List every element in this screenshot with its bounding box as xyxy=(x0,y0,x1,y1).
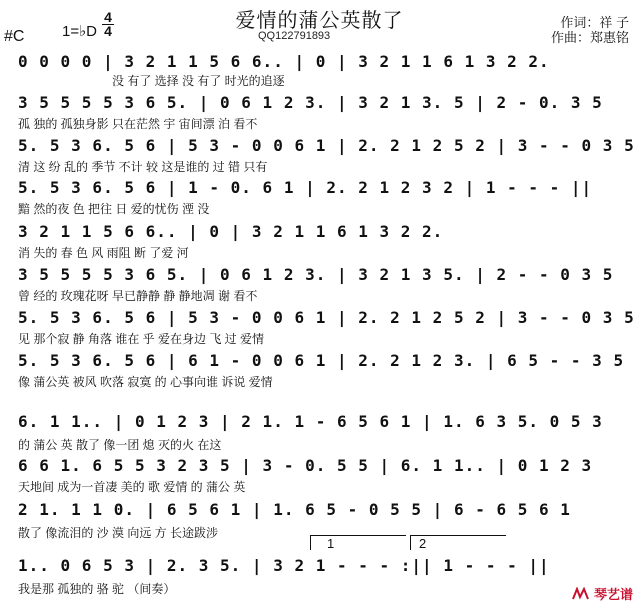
lyrics-line: 的 蒲公 英 散了 像一团 熄 灭的火 在这 xyxy=(18,438,222,452)
notation-line: 5. 5 3 6. 5 6 | 6 1 - 0 0 6 1 | 2. 2 1 2 3. | 6 5 - - 3 5 xyxy=(18,351,625,370)
time-signature xyxy=(102,9,114,39)
notation-line: 6 6 1. 6 5 5 3 2 3 5 | 3 - 0. 5 5 | 6. 1 1.. | 0 1 2 3 xyxy=(18,456,593,475)
brand-logo xyxy=(572,584,633,603)
time-sig-top: 4 xyxy=(104,9,112,25)
lyrics-line: 黯 然的夜 色 把往 日 爱的忧伤 湮 没 xyxy=(18,202,210,216)
time-sig-bottom: 4 xyxy=(104,23,112,39)
lyrics-line: 没 有了 选择 没 有了 时光的追逐 xyxy=(112,74,285,88)
key-signature: 1=♭D xyxy=(62,23,98,40)
volta-first-bracket xyxy=(310,535,406,550)
notation-line: 5. 5 3 6. 5 6 | 5 3 - 0 0 6 1 | 2. 2 1 2 5 2 | 3 - - 0 3 5 xyxy=(18,136,635,155)
notation-line: 6. 1 1.. | 0 1 2 3 | 2 1. 1 - 6 5 6 1 | 1. 6 3 5. 0 5 3 xyxy=(18,412,603,431)
notation-line: 0 0 0 0 | 3 2 1 1 5 6 6.. | 0 | 3 2 1 1 6 1 3 2 2. xyxy=(18,52,550,71)
notation-line: 5. 5 3 6. 5 6 | 1 - 0. 6 1 | 2. 2 1 2 3 2 | 1 - - - || xyxy=(18,178,593,197)
composer-credit: 作曲：郑惠铭 xyxy=(550,30,629,45)
notation-line: 2 1. 1 1 0. | 6 5 6 1 | 1. 6 5 - 0 5 5 | 6 - 6 5 6 1 xyxy=(18,500,571,519)
lyricist-credit: 作词：祥 子 xyxy=(560,15,629,30)
lyrics-line: 清 这 纷 乱的 季节 不计 较 这是谁的 过 错 只有 xyxy=(18,160,268,174)
brand-logo-icon xyxy=(572,587,590,601)
volta-second-bracket xyxy=(410,535,506,550)
notation-line: 5. 5 3 6. 5 6 | 5 3 - 0 0 6 1 | 2. 2 1 2 5 2 | 3 - - 0 3 5 xyxy=(18,308,635,327)
qq-watermark: QQ122791893 xyxy=(258,30,331,42)
lyrics-line: 曾 经的 玫瑰花呀 早已静静 静 静地凋 谢 看不 xyxy=(18,289,258,303)
volta-first-number: 1 xyxy=(327,536,335,551)
lyrics-line: 我是那 孤独的 骆 驼 （间奏） xyxy=(18,582,176,596)
volta-second-number: 2 xyxy=(419,536,427,551)
notation-line: 3 5 5 5 5 3 6 5. | 0 6 1 2 3. | 3 2 1 3 5. | 2 - - 0 3 5 xyxy=(18,265,614,284)
lyrics-line: 天地间 成为一首凄 美的 歌 爱情 的 蒲公 英 xyxy=(18,480,246,494)
lyrics-line: 孤 独的 孤独身影 只在茫然 宇 宙间漂 泊 看不 xyxy=(18,117,258,131)
lyrics-line: 见 那个寂 静 角落 谁在 乎 爱在身边 飞 过 爱情 xyxy=(18,332,265,346)
lyrics-line: 像 蒲公英 被风 吹落 寂寞 的 心事向谁 诉说 爱情 xyxy=(18,375,273,389)
notation-line: 3 5 5 5 5 3 6 5. | 0 6 1 2 3. | 3 2 1 3. 5 | 2 - 0. 3 5 xyxy=(18,93,603,112)
notation-line: 3 2 1 1 5 6 6.. | 0 | 3 2 1 1 6 1 3 2 2. xyxy=(18,222,444,241)
lyrics-line: 消 失的 春 色 风 雨阻 断 了爱 河 xyxy=(18,246,189,260)
notation-line: 1.. 0 6 5 3 | 2. 3 5. | 3 2 1 - - - :|| 1 - - - || xyxy=(18,556,550,575)
lyrics-line: 散了 像流泪的 沙 漠 向远 方 长途跋涉 xyxy=(18,526,219,540)
key-label: #C xyxy=(4,28,25,45)
song-title: 爱情的蒲公英散了 xyxy=(235,10,404,32)
brand-logo-text: 琴艺谱 xyxy=(593,587,633,602)
